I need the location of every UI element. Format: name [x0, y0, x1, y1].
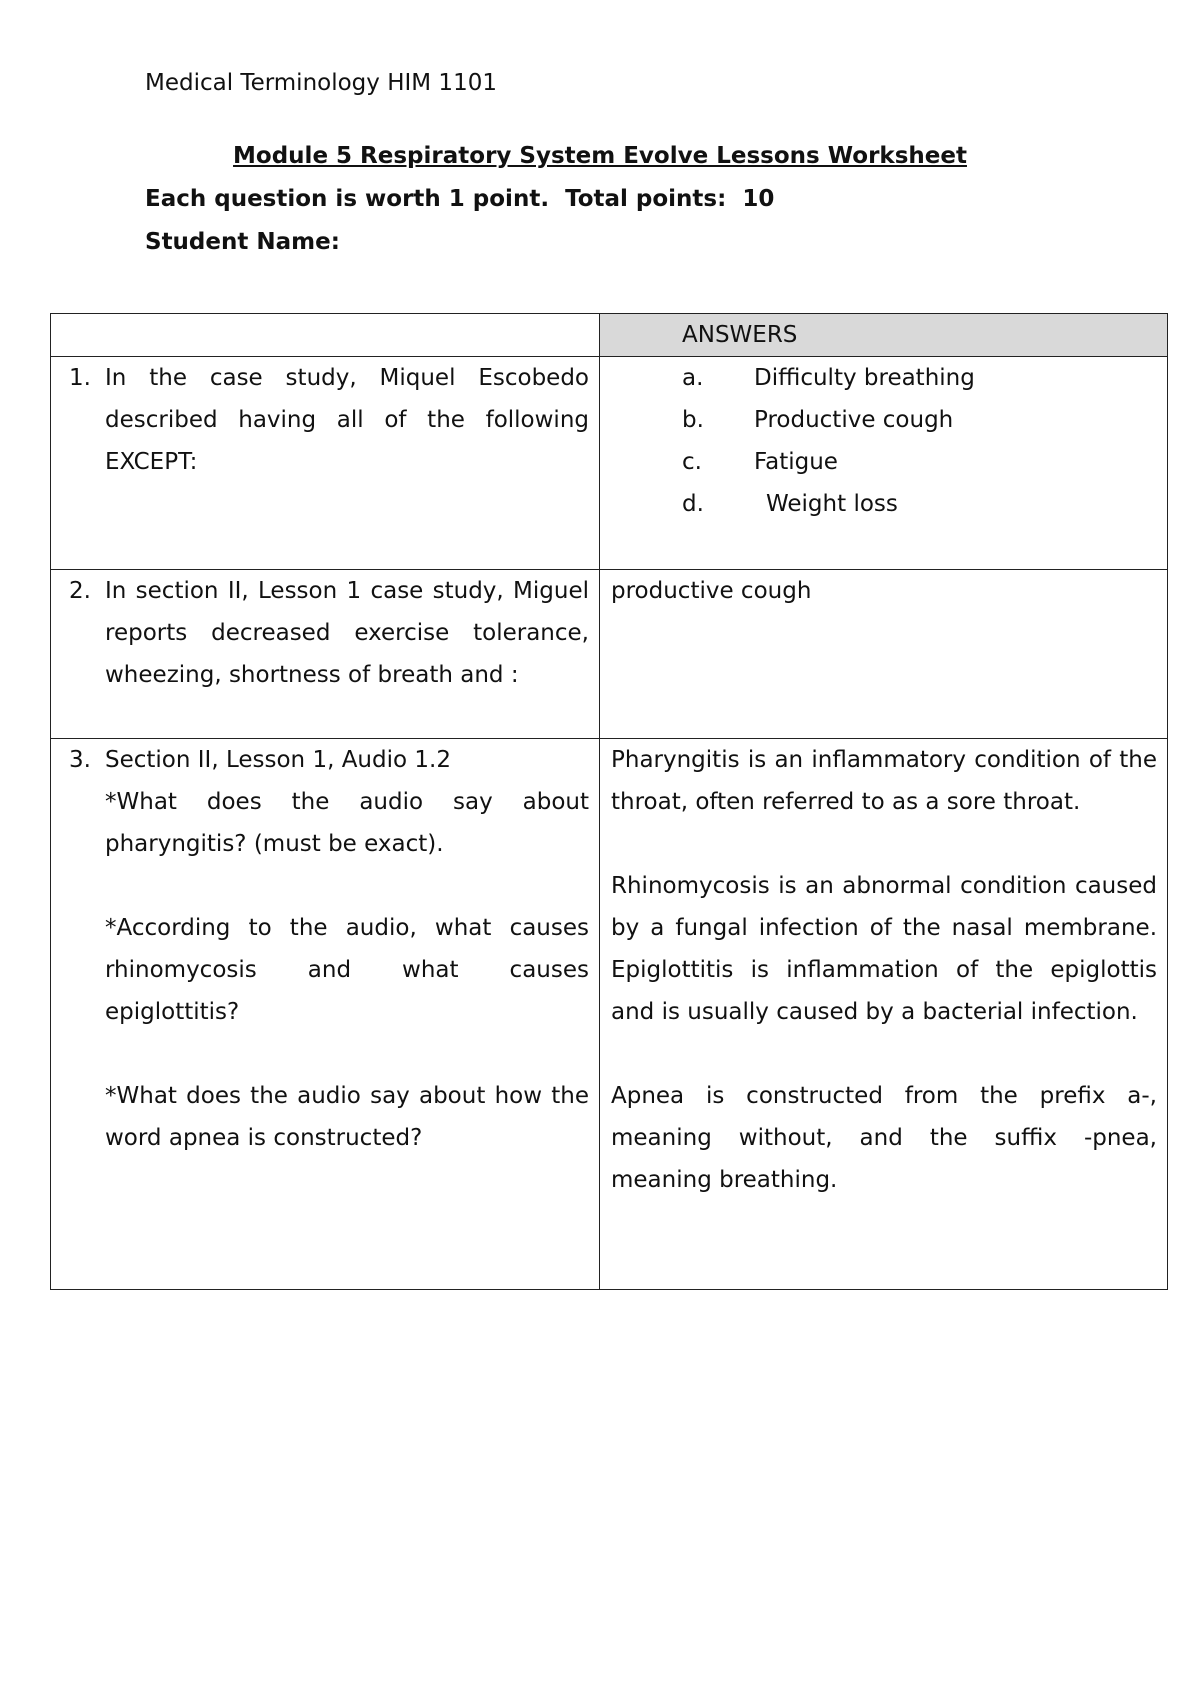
- question-number: 3.: [69, 747, 91, 773]
- table-row: [51, 739, 1168, 1290]
- question-cell: [51, 357, 600, 570]
- option-letter: c.: [682, 449, 702, 475]
- points-statement: Each question is worth 1 point. Total points: 10: [145, 186, 775, 212]
- answer-text: productive cough: [611, 578, 812, 604]
- option-text: Productive cough: [754, 407, 954, 433]
- question-heading: Section II, Lesson 1, Audio 1.2: [105, 747, 451, 773]
- question-text: *According to the audio, what causes rhinomycosis and what causes epiglottitis?: [105, 915, 589, 1025]
- option-item: [682, 399, 1167, 441]
- option-letter: b.: [682, 407, 704, 433]
- option-text: Difficulty breathing: [754, 365, 975, 391]
- option-item: [682, 483, 1167, 525]
- option-letter: a.: [682, 365, 704, 391]
- question-text: *What does the audio say about how the word apnea is constructed?: [105, 1083, 589, 1151]
- question-text: *What does the audio say about pharyngitis? (must be exact).: [105, 789, 589, 857]
- student-name-label: Student Name:: [145, 229, 340, 255]
- worksheet-table: [50, 313, 1168, 1290]
- question-text: In the case study, Miquel Escobedo described having all of the following EXCEPT:: [105, 365, 589, 475]
- table-header-row: [51, 314, 1168, 357]
- option-letter: d.: [682, 491, 704, 517]
- table-row: [51, 570, 1168, 739]
- option-item: [682, 441, 1167, 483]
- option-item: [682, 357, 1167, 399]
- answer-options: [600, 357, 1167, 525]
- header-blank-cell: [51, 314, 600, 357]
- option-text: Weight loss: [766, 491, 898, 517]
- option-text: Fatigue: [754, 449, 838, 475]
- answers-header: ANSWERS: [600, 314, 1168, 357]
- answer-cell: [600, 570, 1168, 739]
- course-title: Medical Terminology HIM 1101: [145, 70, 497, 96]
- answer-cell: [600, 357, 1168, 570]
- answer-text: Apnea is constructed from the prefix a-, meaning without, and the suffix -pnea, meaning breathing.: [611, 1083, 1157, 1193]
- table-row: [51, 357, 1168, 570]
- worksheet-title: Module 5 Respiratory System Evolve Lessons Worksheet: [233, 143, 967, 169]
- answer-text: Pharyngitis is an inflammatory condition of the throat, often referred to as a sore throat.: [611, 747, 1157, 815]
- answer-cell: [600, 739, 1168, 1290]
- question-number: 2.: [69, 578, 91, 604]
- question-text: In section II, Lesson 1 case study, Miguel reports decreased exercise tolerance, wheezing, shortness of breath and :: [105, 578, 589, 688]
- question-cell: [51, 739, 600, 1290]
- answer-text: Rhinomycosis is an abnormal condition caused by a fungal infection of the nasal membrane. Epiglottitis is inflammation of the epiglottis and is usually caused by a bacterial infection.: [611, 873, 1157, 1025]
- question-number: 1.: [69, 365, 91, 391]
- question-cell: [51, 570, 600, 739]
